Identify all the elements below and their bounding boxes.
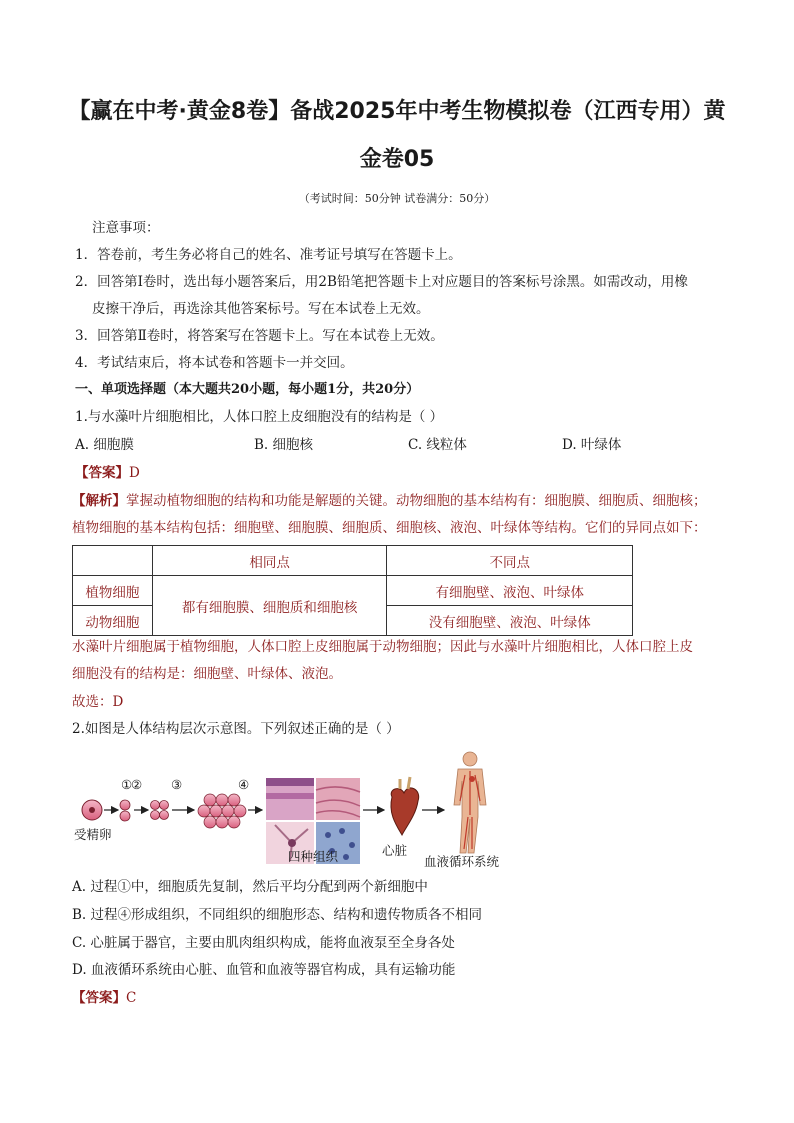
analysis-line: 植物细胞的基本结构包括：细胞壁、细胞膜、细胞质、细胞核、液泡、叶绿体等结构。它们的异同点如下： bbox=[72, 520, 707, 536]
option-c: C. 线粒体 bbox=[408, 437, 467, 453]
answer-line bbox=[75, 463, 140, 483]
table-cell: 有细胞壁、液泡、叶绿体 bbox=[387, 576, 633, 606]
label-heart: 心脏 bbox=[382, 843, 408, 858]
table-row bbox=[73, 576, 633, 606]
section-heading: 一、单项选择题（本大题共20小题，每小题1分，共20分） bbox=[75, 382, 420, 397]
doc-title-line1: 【赢在中考·黄金8卷】备战2025年中考生物模拟卷（江西专用）黄 bbox=[68, 99, 726, 124]
heart-image bbox=[391, 777, 419, 835]
table-header-cell bbox=[73, 546, 153, 576]
answer-value: D bbox=[129, 465, 140, 481]
table-header-row bbox=[73, 546, 633, 576]
step-label-1: ① bbox=[121, 777, 133, 792]
choose-line: 故选：D bbox=[72, 694, 124, 710]
answer-label: 【答案】 bbox=[72, 990, 126, 1006]
conclusion-line: 细胞没有的结构是：细胞壁、叶绿体、液泡。 bbox=[72, 666, 342, 682]
step-label-4: ④ bbox=[238, 777, 250, 792]
conclusion-line: 水藻叶片细胞属于植物细胞，人体口腔上皮细胞属于动物细胞；因此与水藻叶片细胞相比，人体口腔上皮 bbox=[72, 639, 693, 655]
table-cell-same: 都有细胞膜、细胞质和细胞核 bbox=[152, 576, 387, 636]
answer-line bbox=[72, 988, 136, 1008]
analysis-label: 【解析】 bbox=[72, 493, 126, 509]
table-cell: 动物细胞 bbox=[73, 606, 153, 636]
option-c: C. 心脏属于器官，主要由肌肉组织构成，能将血液泵至全身各处 bbox=[72, 935, 455, 951]
body-hierarchy-figure bbox=[70, 745, 530, 875]
label-circulatory-system: 血液循环系统 bbox=[424, 854, 500, 869]
notice-item: 2．回答第Ⅰ卷时，选出每小题答案后，用2B铅笔把答题卡上对应题目的答案标号涂黑。如需改动，用橡 bbox=[75, 274, 688, 290]
cell-mass bbox=[198, 794, 246, 828]
exam-info: （考试时间：50分钟 试卷满分：50分） bbox=[298, 192, 496, 205]
label-four-tissues: 四种组织 bbox=[288, 849, 339, 864]
analysis-line bbox=[72, 491, 707, 511]
answer-label: 【答案】 bbox=[75, 465, 129, 481]
notice-item: 4．考试结束后，将本试卷和答题卡一并交回。 bbox=[75, 355, 354, 371]
circulatory-system-image bbox=[454, 752, 486, 853]
option-a: A. 细胞膜 bbox=[75, 437, 134, 453]
table-header-cell: 相同点 bbox=[152, 546, 387, 576]
notice-heading: 注意事项： bbox=[92, 220, 160, 236]
question-stem: 1.与水藻叶片细胞相比，人体口腔上皮细胞没有的结构是（ ） bbox=[75, 409, 444, 425]
table-header-cell: 不同点 bbox=[387, 546, 633, 576]
label-zygote: 受精卵 bbox=[74, 827, 112, 842]
option-b: B. 细胞核 bbox=[254, 437, 314, 453]
notice-item: 1．答卷前，考生务必将自己的姓名、准考证号填写在答题卡上。 bbox=[75, 247, 462, 263]
notice-item: 皮擦干净后，再选涂其他答案标号。写在本试卷上无效。 bbox=[92, 301, 430, 317]
analysis-text: 掌握动植物细胞的结构和功能是解题的关键。动物细胞的基本结构有：细胞膜、细胞质、细胞核； bbox=[126, 493, 707, 509]
option-d: D. 血液循环系统由心脏、血管和血液等器官构成，具有运输功能 bbox=[72, 962, 456, 978]
table-cell: 植物细胞 bbox=[73, 576, 153, 606]
question-stem: 2.如图是人体结构层次示意图。下列叙述正确的是（ ） bbox=[72, 721, 400, 737]
option-b: B. 过程④形成组织，不同组织的细胞形态、结构和遗传物质各不相同 bbox=[72, 907, 483, 923]
answer-value: C bbox=[126, 990, 137, 1006]
step-label-2: ② bbox=[131, 777, 143, 792]
doc-title-line2: 金卷05 bbox=[359, 147, 435, 172]
step-label-3: ③ bbox=[171, 777, 183, 792]
table-cell: 没有细胞壁、液泡、叶绿体 bbox=[387, 606, 633, 636]
comparison-table bbox=[72, 545, 633, 636]
option-a: A. 过程①中，细胞质先复制，然后平均分配到两个新细胞中 bbox=[72, 879, 428, 895]
option-d: D. 叶绿体 bbox=[562, 437, 622, 453]
notice-item: 3．回答第Ⅱ卷时，将答案写在答题卡上。写在本试卷上无效。 bbox=[75, 328, 444, 344]
